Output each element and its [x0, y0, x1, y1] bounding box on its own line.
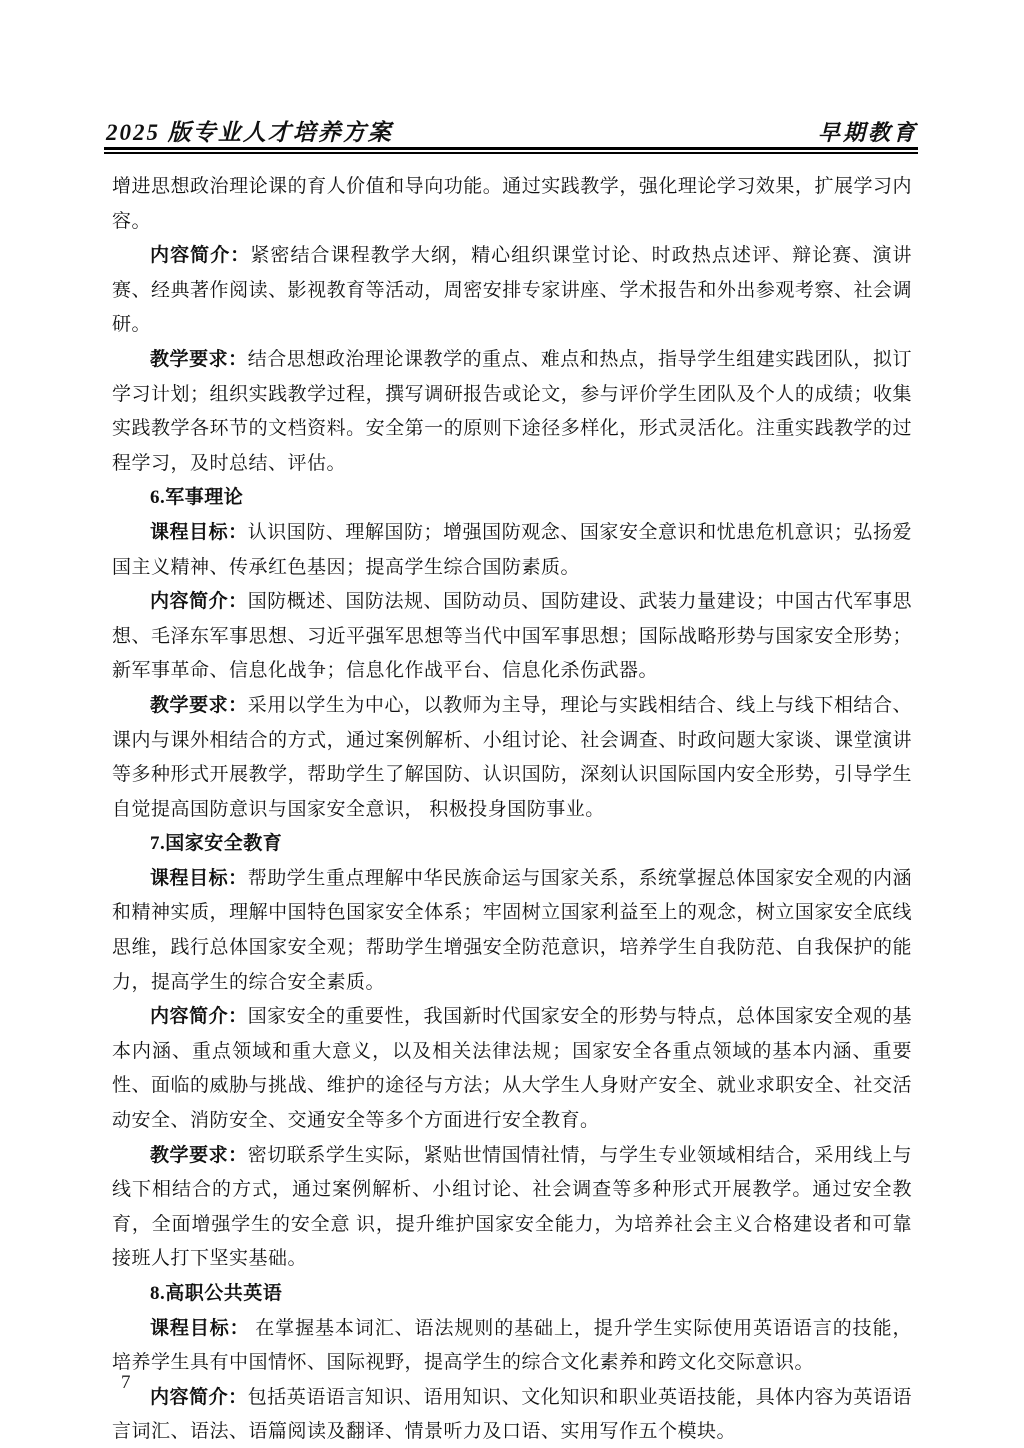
- paragraph-label: 教学要求：: [150, 348, 248, 370]
- paragraph-text: 认识国防、理解国防；增强国防观念、国家安全意识和忧患危机意识；弘扬爱国主义精神、传承红色基因；提高学生综合国防素质。: [112, 521, 912, 578]
- paragraph: [112, 1139, 912, 1277]
- paragraph-label: 课程目标：: [150, 867, 248, 889]
- paragraph-label: 课程目标：: [150, 521, 248, 543]
- header-double-rule: [104, 147, 918, 154]
- paragraph: [112, 1000, 912, 1138]
- paragraph-text: 国家安全的重要性，我国新时代国家安全的形势与特点，总体国家安全观的基本内涵、重点领域和重大意义，以及相关法律法规；国家安全各重点领域的基本内涵、重要性、面临的威胁与挑战、维护的途径与方法；从大学生人身财产安全、就业求职安全、社交活动安全、消防安全、交通安全等多个方面进行安全教育。: [112, 1006, 912, 1132]
- paragraph-text: 结合思想政治理论课教学的重点、难点和热点，指导学生组建实践团队，拟订学习计划；组织实践教学过程，撰写调研报告或论文，参与评价学生团队及个人的成绩；收集实践教学各环节的文档资料。安全第一的原则下途径多样化，形式灵活化。注重实践教学的过程学习，及时总结、评估。: [112, 348, 912, 474]
- paragraph: [112, 689, 912, 827]
- paragraph: [112, 1312, 912, 1381]
- page-number: 7: [121, 1372, 131, 1393]
- heading-text: 7.国家安全教育: [150, 833, 283, 855]
- paragraph-label: 内容简介：: [150, 1386, 248, 1408]
- heading-text: 6.军事理论: [150, 487, 244, 509]
- header-major-title: 早期教育: [817, 120, 918, 145]
- paragraph-text: 在掌握基本词汇、语法规则的基础上，提升学生实际使用英语语言的技能，培养学生具有中国情怀、国际视野，提高学生的综合文化素养和跨文化交际意识。: [112, 1317, 912, 1374]
- paragraph: [112, 239, 912, 343]
- paragraph-label: 教学要求：: [150, 1144, 248, 1166]
- heading-text: 8.高职公共英语: [150, 1283, 283, 1304]
- paragraph: [112, 516, 912, 585]
- header-rule-bottom: [104, 152, 918, 154]
- header-document-title: 2025 版专业人才培养方案: [106, 120, 393, 145]
- paragraph-text: 包括英语语言知识、语用知识、文化知识和职业英语技能，具体内容为英语语言词汇、语法、语篇阅读及翻译、情景听力及口语、实用写作五个模块。: [112, 1386, 912, 1443]
- paragraph-label: 内容简介：: [150, 591, 248, 613]
- paragraph-label: 教学要求：: [150, 694, 248, 716]
- section-heading-7: [112, 827, 912, 862]
- section-heading-8: [112, 1277, 912, 1312]
- paragraph-label: 内容简介：: [150, 245, 251, 267]
- paragraph: [112, 862, 912, 1000]
- paragraph-text: 密切联系学生实际，紧贴世情国情社情，与学生专业领域相结合，采用线上与线下相结合的方式，通过案例解析、小组讨论、社会调查等多种形式开展教学。通过安全教育，全面增强学生的安全意 识，提升维护国家安全能力，为培养社会主义合格建设者和可靠接班人打下坚实基础。: [112, 1144, 912, 1270]
- paragraph-label: 课程目标：: [150, 1317, 250, 1339]
- paragraph: [112, 343, 912, 481]
- paragraph-text: 帮助学生重点理解中华民族命运与国家关系，系统掌握总体国家安全观的内涵和精神实质，理解中国特色国家安全体系；牢固树立国家利益至上的观念，树立国家安全底线思维，践行总体国家安全观；帮助学生增强安全防范意识，培养学生自我防范、自我保护的能力，提高学生的综合安全素质。: [112, 867, 912, 993]
- paragraph-continuation: [112, 170, 912, 239]
- paragraph: [112, 585, 912, 689]
- section-heading-6: [112, 481, 912, 516]
- paragraph-label: 内容简介：: [150, 1006, 248, 1028]
- document-body: [112, 170, 912, 1448]
- paragraph: [112, 1381, 912, 1448]
- paragraph-text: 采用以学生为中心，以教师为主导，理论与实践相结合、线上与线下相结合、课内与课外相结合的方式，通过案例解析、小组讨论、社会调查、时政问题大家谈、课堂演讲等多种形式开展教学，帮助学生了解国防、认识国防，深刻认识国际国内安全形势，引导学生自觉提高国防意识与国家安全意识， 积极投身国防事业。: [112, 694, 912, 820]
- paragraph-text: 紧密结合课程教学大纲，精心组织课堂讨论、时政热点述评、辩论赛、演讲赛、经典著作阅读、影视教育等活动，周密安排专家讲座、学术报告和外出参观考察、社会调研。: [112, 245, 912, 336]
- paragraph-text: 增进思想政治理论课的育人价值和导向功能。通过实践教学，强化理论学习效果，扩展学习内容。: [112, 176, 912, 232]
- page-header: [106, 114, 918, 147]
- paragraph-text: 国防概述、国防法规、国防动员、国防建设、武装力量建设；中国古代军事思想、毛泽东军事思想、习近平强军思想等当代中国军事思想；国际战略形势与国家安全形势；新军事革命、信息化战争；信息化作战平台、信息化杀伤武器。: [112, 591, 912, 682]
